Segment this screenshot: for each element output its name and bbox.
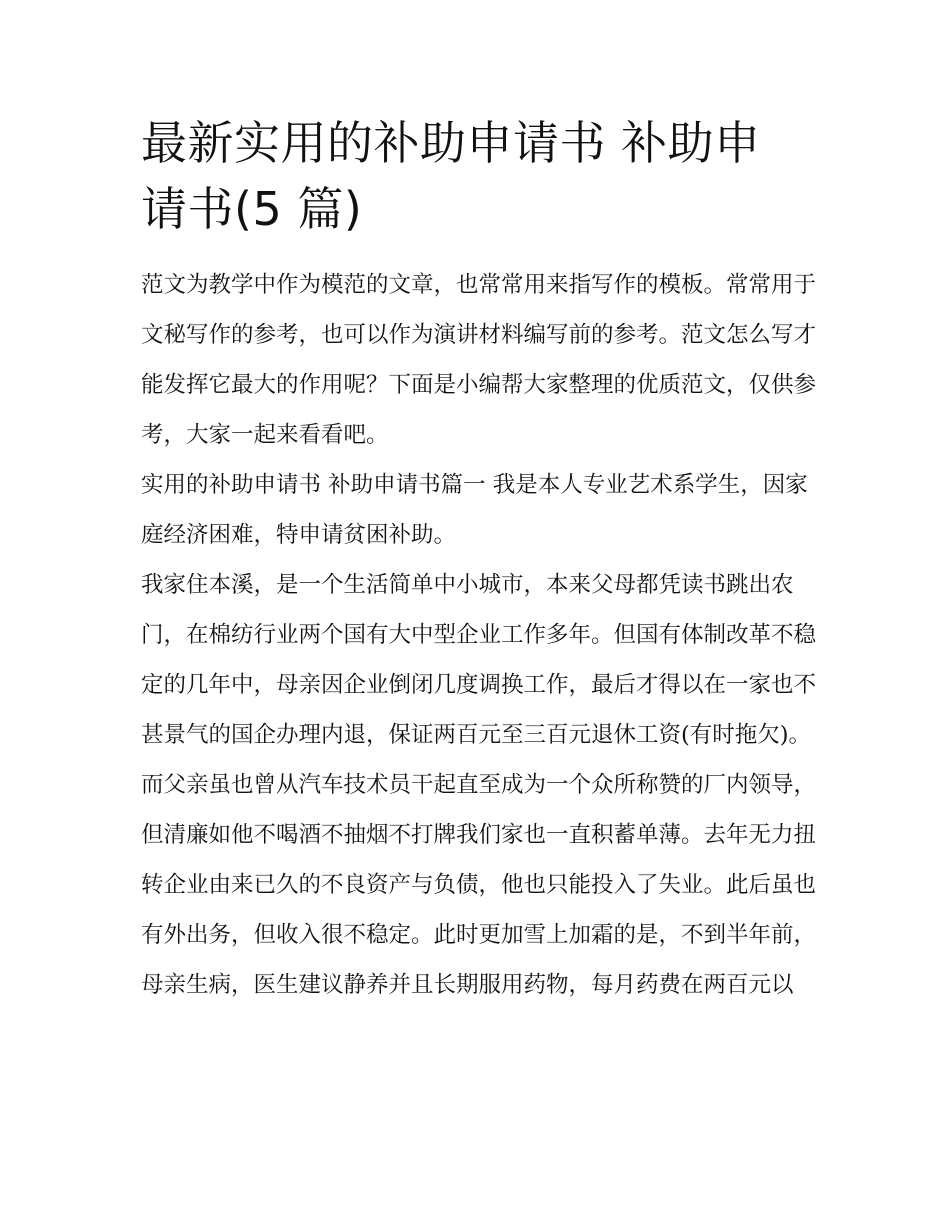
intro-paragraph: 范文为教学中作为模范的文章，也常常用来指写作的模板。常常用于文秘写作的参考，也可以作为演讲材料编写前的参考。范文怎么写才能发挥它最大的作用呢？下面是小编帮大家整理的优质范文，仅供参考，大家一起来看看吧。	[141, 272, 817, 448]
title-line-1: 最新实用的补助申请书 补助申	[141, 116, 761, 170]
section-heading-paragraph: 实用的补助申请书 补助申请书篇一 我是本人专业艺术系学生，因家庭经济困难，特申请贫困补助。	[141, 472, 808, 548]
body-paragraph: 我家住本溪，是一个生活简单中小城市，本来父母都凭读书跳出农门，在棉纺行业两个国有大中型企业工作多年。但国有体制改革不稳定的几年中，母亲因企业倒闭几度调换工作，最后才得以在一家也不甚景气的国企办理内退，保证两百元至三百元退休工资(有时拖欠)。而父亲虽也曾从汽车技术员干起直至成为一个众所称赞的厂内领导，但清廉如他不喝酒不抽烟不打牌我们家也一直积蓄单薄。去年无力扭转企业由来已久的不良资产与负债，他也只能投入了失业。此后虽也有外出务，但收入很不稳定。此时更加雪上加霜的是，不到半年前，母亲生病，医生建议静养并且长期服用药物，每月药费在两百元以	[141, 572, 817, 998]
document-title	[141, 110, 821, 242]
document-page	[141, 110, 821, 1010]
title-line-2: 请书(5 篇)	[141, 182, 363, 236]
